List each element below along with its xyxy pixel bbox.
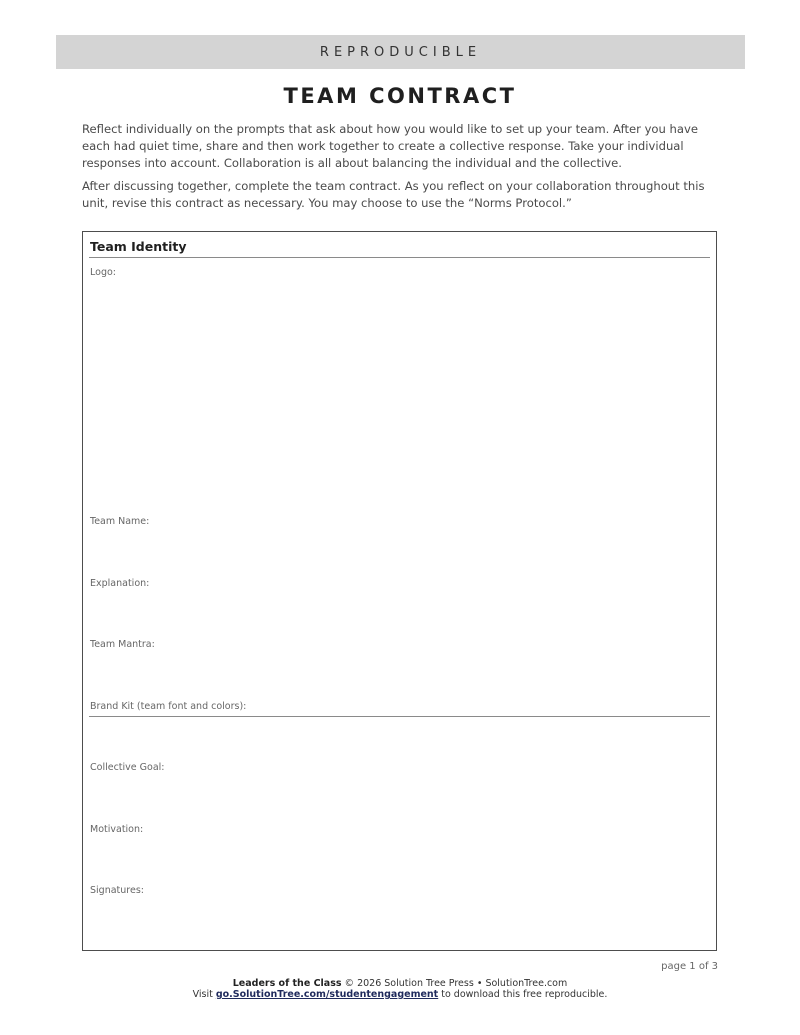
- motivation-label: Motivation:: [90, 824, 144, 835]
- explanation-label: Explanation:: [90, 578, 150, 589]
- signatures-label: Signatures:: [90, 885, 144, 896]
- team-identity-form: [82, 231, 717, 951]
- footer-download: [0, 989, 800, 1000]
- download-text: to download this free reproducible.: [438, 989, 608, 1000]
- visit-text: Visit: [192, 989, 216, 1000]
- footer-credit: [0, 978, 800, 989]
- collective-goal-label: Collective Goal:: [90, 762, 165, 773]
- section-divider: [89, 257, 710, 258]
- intro-paragraph-2: After discussing together, complete the team contract. As you reflect on your collaboration throughout this unit, revise this contract as necessary. You may choose to use the “Norms Protocol.”: [82, 179, 705, 210]
- team-mantra-label: Team Mantra:: [90, 639, 155, 650]
- reproducible-banner: REPRODUCIBLE: [56, 35, 745, 69]
- brand-kit-label: Brand Kit (team font and colors):: [90, 701, 247, 712]
- brand-kit-divider: [89, 716, 710, 717]
- team-name-label: Team Name:: [90, 516, 150, 527]
- logo-label: Logo:: [90, 267, 116, 278]
- intro-paragraph-1: Reflect individually on the prompts that ask about how you would like to set up your team. After you have each had quiet time, share and then work together to create a collective response. Take your individual responses into account. Collaboration is all about balancing the individual and the collective.: [82, 122, 699, 170]
- copyright-text: © 2026 Solution Tree Press • SolutionTree.com: [341, 978, 568, 989]
- download-link[interactable]: go.SolutionTree.com/studentengagement: [215, 989, 439, 1000]
- book-title: Leaders of the Class: [232, 978, 342, 989]
- page-title: TEAM CONTRACT: [283, 84, 517, 108]
- section-title: Team Identity: [90, 239, 187, 254]
- intro-text: [82, 121, 722, 218]
- page-number: page 1 of 3: [661, 961, 718, 972]
